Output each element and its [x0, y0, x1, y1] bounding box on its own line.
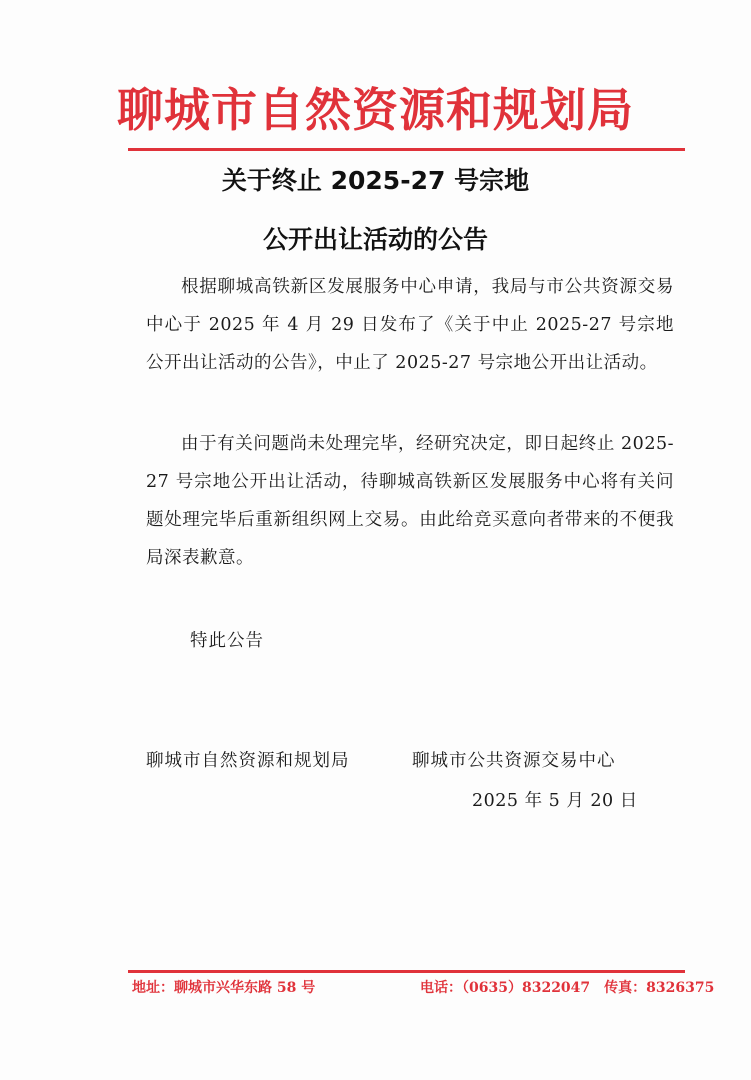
issue-date: 2025 年 5 月 20 日: [472, 791, 638, 811]
footer-divider: [128, 970, 685, 973]
masthead-divider: [128, 148, 685, 151]
body-paragraph-2: 由于有关问题尚未处理完毕，经研究决定，即日起终止 2025-27 号宗地公开出让活动，待聊城高铁新区发展服务中心将有关问题处理完毕后重新组织网上交易。由此给竞买意向者带来的不便我局深表歉意。: [146, 434, 674, 568]
footer-contact: 电话：（0635）8322047 传真：8326375: [420, 980, 715, 996]
signature-issuer-1: 聊城市自然资源和规划局: [146, 751, 350, 771]
closing-phrase: 特此公告: [190, 631, 264, 651]
footer-address: 地址：聊城市兴华东路 58 号: [132, 980, 316, 996]
body-paragraph-1: 根据聊城高铁新区发展服务中心申请，我局与市公共资源交易中心于 2025 年 4 月 29 日发布了《关于中止 2025-27 号宗地公开出让活动的公告》，中止了 2025-27 号宗地公开出让活动。: [146, 277, 674, 373]
signature-issuer-2: 聊城市公共资源交易中心: [412, 751, 616, 771]
masthead-org-name: 聊城市自然资源和规划局: [117, 83, 634, 137]
notice-title-line1: 关于终止 2025-27 号宗地: [221, 166, 530, 195]
notice-title-line2: 公开出让活动的公告: [262, 225, 488, 254]
